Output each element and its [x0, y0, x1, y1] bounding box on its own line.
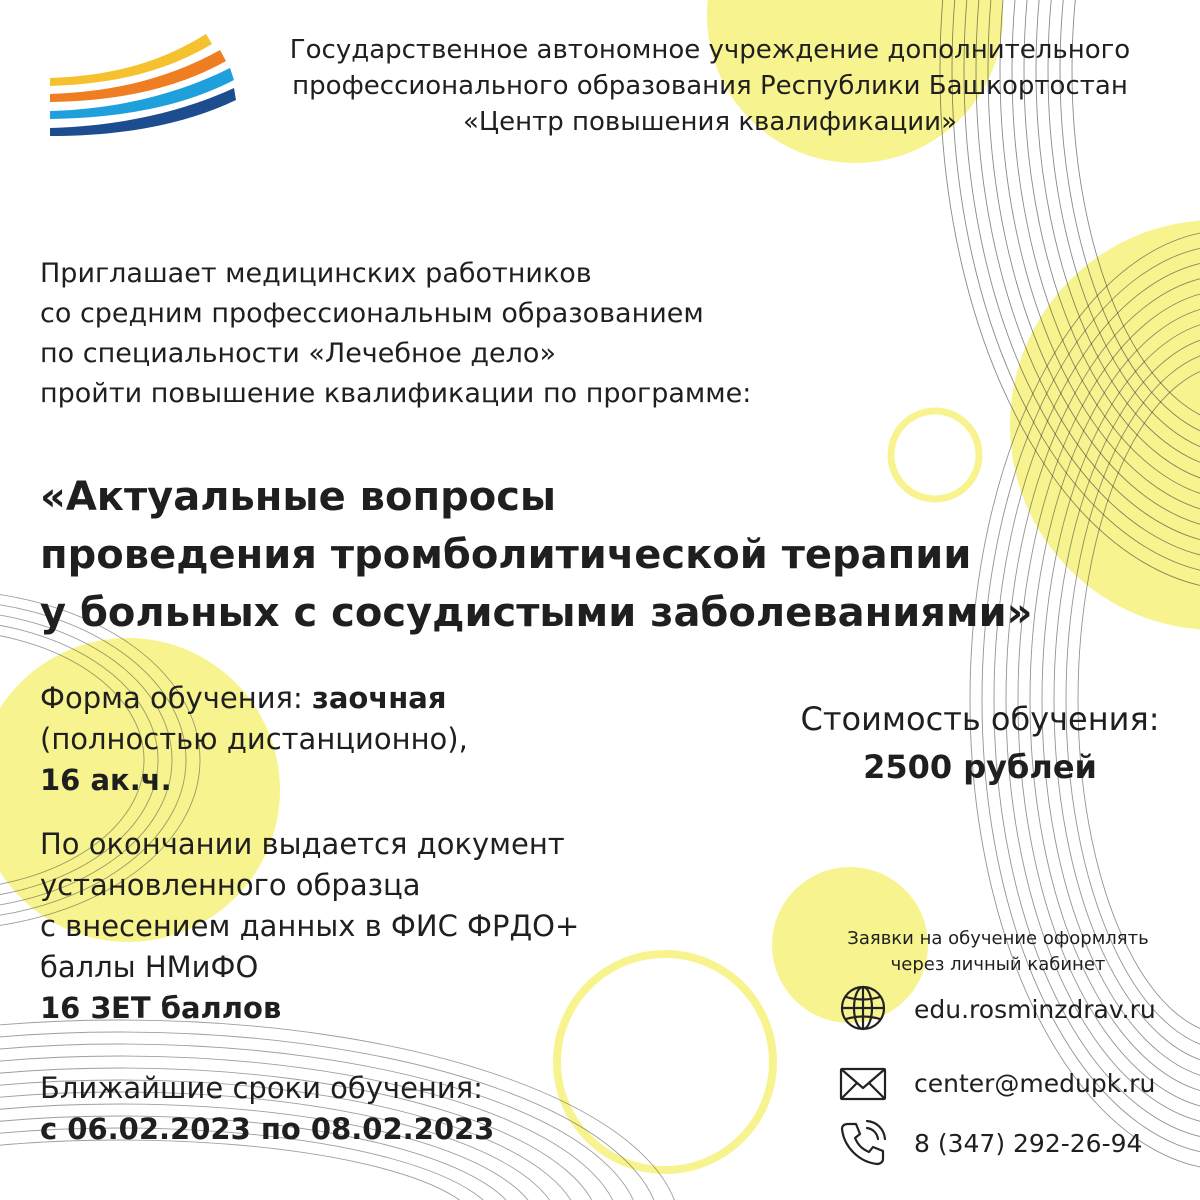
- program-title-line: у больных с сосудистыми заболеваниями»: [40, 590, 1033, 636]
- program-title: [40, 468, 1032, 642]
- invite-line: по специальности «Лечебное дело»: [40, 338, 556, 369]
- envelope-icon: [838, 1059, 888, 1109]
- cost-label: Стоимость обучения:: [800, 700, 1160, 738]
- header-line-1: Государственное автономное учреждение дополнительного: [289, 35, 1131, 65]
- phone-link[interactable]: 8 (347) 292-26-94: [914, 1129, 1143, 1158]
- document-block: [40, 824, 579, 1029]
- program-title-line: проведения тромболитической терапии: [40, 532, 972, 578]
- logo-book-icon: [48, 30, 238, 150]
- cost-value: 2500 рублей: [863, 748, 1097, 786]
- study-form-block: [40, 678, 468, 801]
- email-link[interactable]: center@medupk.ru: [914, 1069, 1156, 1098]
- document-line: По окончании выдается документ: [40, 827, 565, 861]
- invite-line: Приглашает медицинских работников: [40, 258, 592, 289]
- program-title-line: «Актуальные вопросы: [40, 474, 557, 520]
- study-form-detail: (полностью дистанционно),: [40, 722, 468, 756]
- study-hours: 16 ак.ч.: [40, 763, 172, 797]
- document-points: 16 ЗЕТ баллов: [40, 991, 282, 1025]
- document-line: установленного образца: [40, 868, 421, 902]
- invite-line: со средним профессиональным образованием: [40, 298, 704, 329]
- header-line-2: профессионального образования Республики Башкортостан: [292, 71, 1128, 101]
- invitation-text: [40, 254, 751, 414]
- website-link[interactable]: edu.rosminzdrav.ru: [914, 995, 1156, 1024]
- invite-line: пройти повышение квалификации по программе:: [40, 378, 752, 409]
- organization-header: [250, 32, 1170, 140]
- dates-label: Ближайшие сроки обучения:: [40, 1071, 483, 1105]
- dates-value: с 06.02.2023 по 08.02.2023: [40, 1112, 495, 1146]
- header-line-3: «Центр повышения квалификации»: [463, 107, 957, 137]
- study-form-value: заочная: [312, 681, 447, 715]
- apply-note: [810, 926, 1186, 978]
- ring-outline-large: [557, 954, 773, 1170]
- phone-icon: [838, 1118, 888, 1168]
- study-form-line: [40, 678, 468, 719]
- apply-note-line-2: через личный кабинет: [890, 954, 1106, 975]
- cost-block: [775, 695, 1185, 791]
- dates-block: [40, 1068, 494, 1150]
- document-line: баллы НМиФО: [40, 950, 259, 984]
- document-line: с внесением данных в ФИС ФРДО+: [40, 909, 580, 943]
- apply-note-line-1: Заявки на обучение оформлять: [847, 928, 1149, 949]
- globe-icon: [838, 983, 888, 1033]
- study-form-label: Форма обучения:: [40, 681, 312, 715]
